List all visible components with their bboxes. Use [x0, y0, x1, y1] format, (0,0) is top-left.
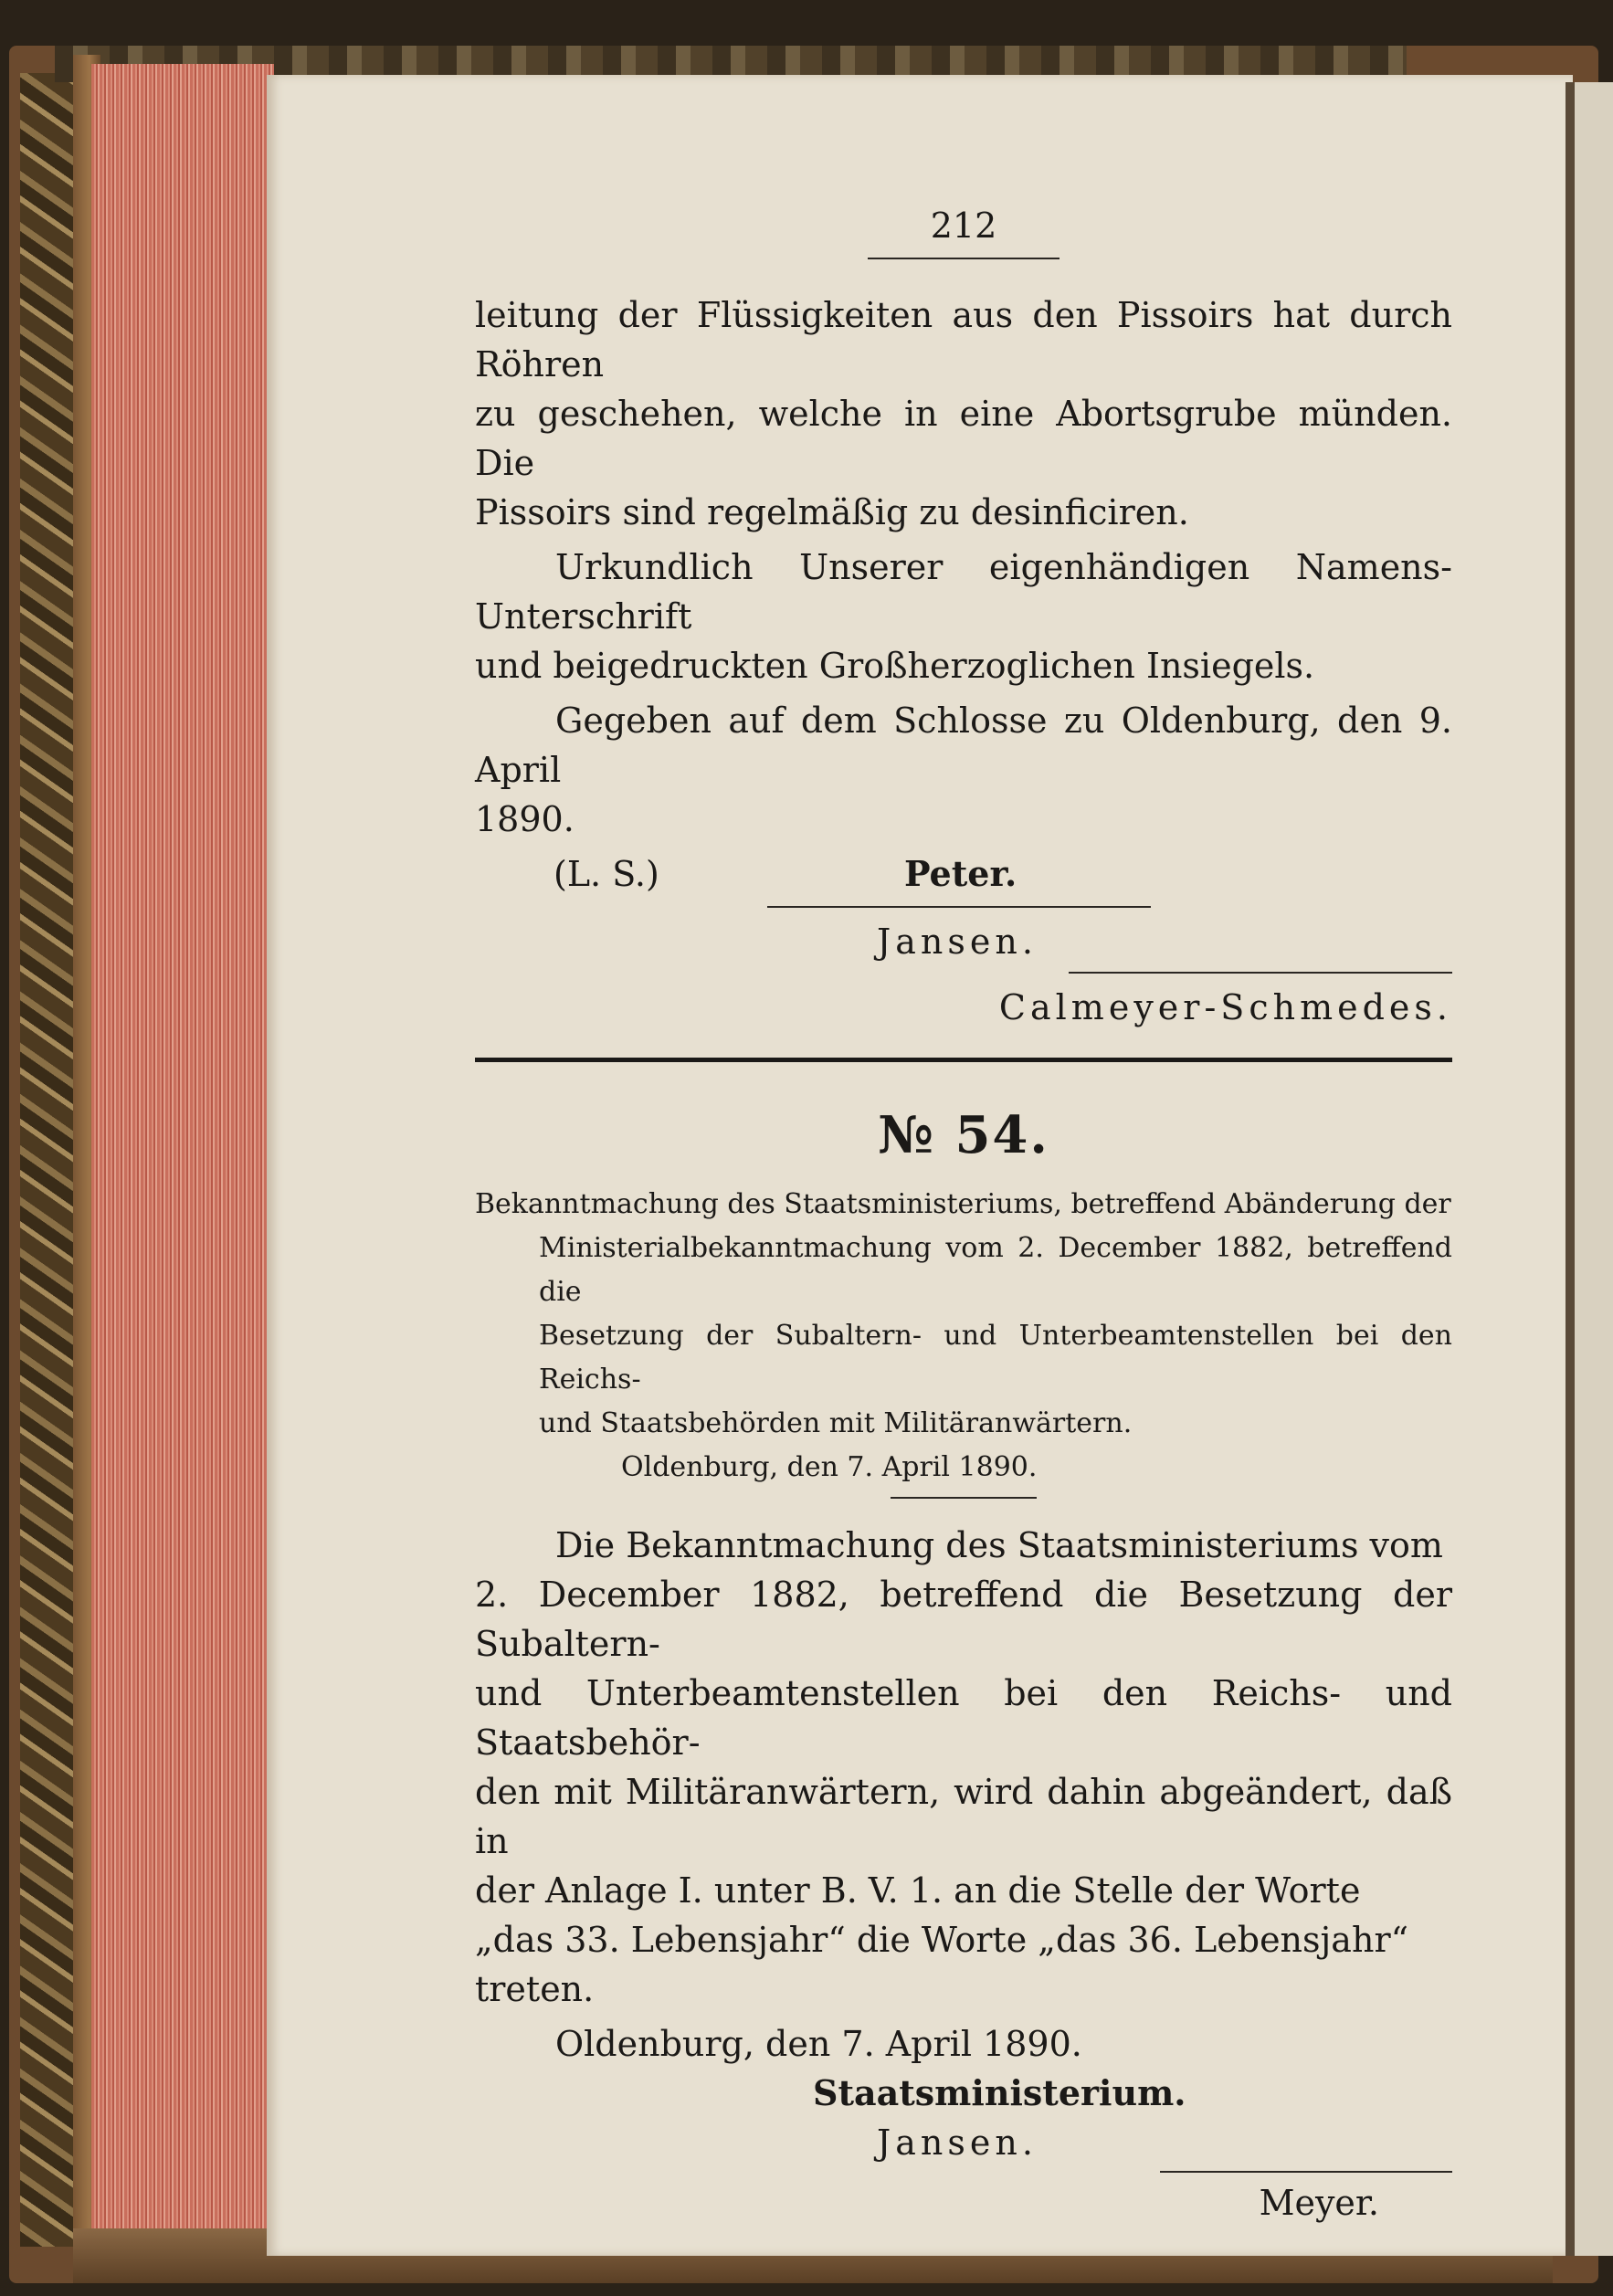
- facing-page-edge: [1566, 82, 1613, 2256]
- signature-jansen-2: Jansen.: [877, 2122, 1038, 2163]
- section-number: № 54.: [878, 1105, 1049, 1165]
- closing-date: Oldenburg, den 7. April 1890.: [555, 2024, 1082, 2064]
- text-line: treten.: [475, 1969, 595, 2009]
- paragraph-2: [475, 542, 1452, 690]
- text-line: der Anlage I. unter B. V. 1. an die Stelle der Worte: [475, 1870, 1361, 1911]
- signature-peter: Peter.: [904, 853, 1017, 894]
- text-line: Pissoirs sind regelmäßig zu desinficiren.: [475, 492, 1189, 532]
- text-line: Die Bekanntmachung des Staatsministeriums vom: [555, 1525, 1443, 1565]
- body-paragraph: [475, 1521, 1452, 2014]
- signature-jansen: Jansen.: [877, 922, 1038, 962]
- summary-line: Ministerialbekanntmachung vom 2. December 1882, betreffend die: [539, 1232, 1452, 1308]
- text-line: „das 33. Lebensjahr“ die Worte „das 36. Lebensjahr“: [475, 1920, 1409, 1960]
- summary-line: Bekanntmachung des Staatsministeriums, betreffend Abänderung der: [475, 1188, 1451, 1220]
- marbled-cover-edge: [20, 73, 75, 2247]
- seal-signature-row: [475, 849, 1452, 902]
- summary-date: Oldenburg, den 7. April 1890.: [621, 1451, 1038, 1483]
- page-content: [475, 201, 1452, 2228]
- text-line: leitung der Flüssigkeiten aus den Pissoirs hat durch Röhren: [475, 295, 1452, 384]
- paragraph-1: [475, 290, 1452, 537]
- text-line: und beigedruckten Großherzoglichen Insiegels.: [475, 646, 1315, 686]
- text-line: und Unterbeamtenstellen bei den Reichs- und Staatsbehör-: [475, 1673, 1452, 1763]
- signature-rule: [767, 906, 1151, 908]
- section-summary: [475, 1183, 1452, 1490]
- text-line: 2. December 1882, betreffend die Besetzung der Subaltern-: [475, 1575, 1452, 1664]
- section-divider: [475, 1058, 1452, 1062]
- text-line: zu geschehen, welche in eine Abortsgrube münden. Die: [475, 394, 1452, 483]
- summary-line: und Staatsbehörden mit Militäranwärtern.: [539, 1407, 1133, 1439]
- summary-line: Besetzung der Subaltern- und Unterbeamtenstellen bei den Reichs-: [539, 1320, 1452, 1396]
- signature-calmeyer: Calmeyer-Schmedes.: [998, 987, 1452, 1027]
- page-number-rule: [868, 258, 1060, 259]
- page-number: 212: [930, 205, 997, 246]
- text-line: den mit Militäranwärtern, wird dahin abgeändert, daß in: [475, 1772, 1452, 1861]
- signature-meyer: Meyer.: [1259, 2183, 1379, 2223]
- text-line: Gegeben auf dem Schlosse zu Oldenburg, den 9. April: [475, 700, 1452, 790]
- text-line: Urkundlich Unserer eigenhändigen Namens-Unterschrift: [475, 547, 1452, 637]
- signature-rule: [1069, 972, 1452, 974]
- seal-mark: (L. S.): [553, 854, 659, 894]
- text-line: 1890.: [475, 799, 575, 839]
- paragraph-3: [475, 696, 1452, 844]
- red-page-edges: [91, 64, 274, 2265]
- summary-rule: [891, 1497, 1037, 1499]
- signature-staatsministerium: Staatsministerium.: [813, 2072, 1186, 2113]
- signature-rule: [1160, 2171, 1452, 2173]
